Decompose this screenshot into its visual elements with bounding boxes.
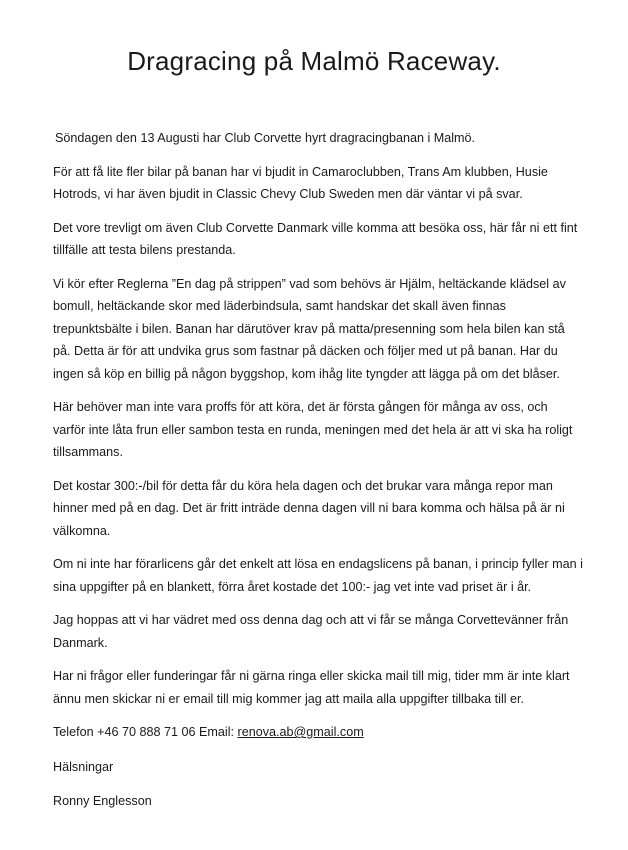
paragraph-cost: Det kostar 300:-/bil för detta får du köra hela dagen och det brukar vara många repor man hinner med på en dag. Det är fritt inträde denna dagen vill ni bara komma och hälsa på är ni välkomna. xyxy=(53,478,565,538)
paragraph-no-pros-needed: Här behöver man inte vara proffs för att köra, det är första gången för många av oss, och varför inte låta frun eller sambon testa en runda, meningen med det hela är att vi ska ha roligt tillsammans. xyxy=(53,400,573,459)
greeting: Hälsningar xyxy=(53,760,114,774)
contact-line xyxy=(53,721,583,744)
phone-label: Telefon +46 70 888 71 06 Email: xyxy=(53,725,238,739)
paragraph-intro: Söndagen den 13 Augusti har Club Corvette hyrt dragracingbanan i Malmö. xyxy=(55,131,476,145)
paragraph-license: Om ni inte har förarlicens går det enkelt att lösa en endagslicens på banan, i princip fyller man i sina uppgifter på en blankett, förra året kostade det 100:- jag vet inte vad priset är i år. xyxy=(53,557,583,594)
paragraph-invited-clubs: För att få lite fler bilar på banan har vi bjudit in Camaroclubben, Trans Am klubben, Husie Hotrods, vi har även bjudit in Classic Chevy Club Sweden men där väntar vi på svar. xyxy=(53,164,548,201)
email-link[interactable]: renova.ab@gmail.com xyxy=(237,725,364,739)
letter-closing xyxy=(53,756,453,823)
paragraph-weather: Jag hoppas att vi har vädret med oss denna dag och att vi får se många Corvettevänner från Danmark. xyxy=(53,613,569,650)
paragraph-denmark-invite: Det vore trevligt om även Club Corvette Danmark ville komma att besöka oss, här får ni ett fint tillfälle att testa bilens prestanda. xyxy=(53,220,578,257)
paragraph-rules: Vi kör efter Reglerna ”En dag på strippen” vad som behövs är Hjälm, heltäckande klädsel av bomull, heltäckande skor med läderbindsula, samt handskar det skall även finnas trepunktsbälte i bilen. Banan har därutöver krav på matta/presenning som hela bilen kan stå på. Detta är för att undvika grus som fastnar på däcken och följer med ut på banan. Har du ingen så köp en billig på någon byggshop, kom ihåg lite tyngder att lägga på om det blåser. xyxy=(53,276,566,381)
page-title: Dragracing på Malmö Raceway. xyxy=(127,46,501,76)
paragraph-questions: Har ni frågor eller funderingar får ni gärna ringa eller skicka mail till mig, tider mm är inte klart ännu men skickar ni er email till mig kommer jag att maila alla uppgifter tillbaka till er. xyxy=(53,669,570,706)
letter-body xyxy=(53,127,583,755)
signature-name: Ronny Englesson xyxy=(53,793,152,808)
